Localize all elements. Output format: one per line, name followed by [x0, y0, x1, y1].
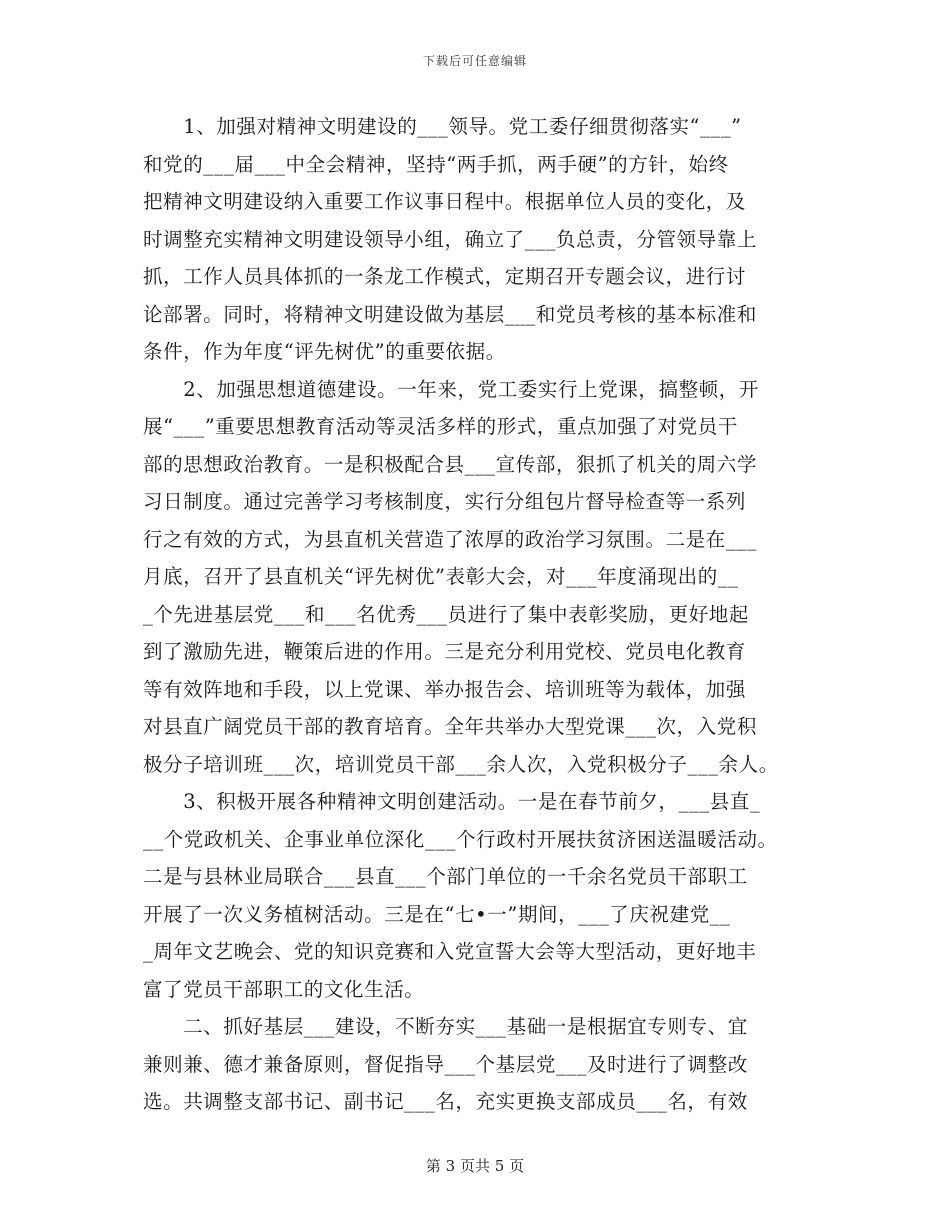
text-line: 论部署。同时，将精神文明建设做为基层___和党员考核的基本标准和: [143, 302, 757, 326]
text-line: 极分子培训班___次，培训党员干部___余人次，入党积极分子___余人。: [143, 752, 779, 776]
text-line: 展“___”重要思想教育活动等灵活多样的形式，重点加强了对党员干: [143, 415, 738, 438]
text-line: 行之有效的方式，为县直机关营造了浓厚的政治学习氛围。二是在___: [143, 527, 757, 551]
paragraph-4: [143, 1008, 803, 1121]
text-line: 兼则兼、德才兼备原则，督促指导___个基层党___及时进行了调整改: [143, 1052, 748, 1076]
document-body: [143, 108, 803, 1121]
text-line: 开展了一次义务植树活动。三是在“七•一”期间，___了庆祝建党__: [143, 902, 731, 926]
text-line: 抓，工作人员具体抓的一条龙工作模式，定期召开专题会议，进行讨: [143, 265, 747, 288]
page-header: 下载后可任意编辑: [422, 54, 527, 68]
text-line: 3、积极开展各种精神文明创建活动。一是在春节前夕，___县直_: [143, 790, 761, 813]
page-footer: 第 3 页共 5 页: [425, 1157, 525, 1175]
text-line: 选。共调整支部书记、副书记___名，充实更换支部成员___名，有效: [143, 1090, 748, 1113]
paragraph-3: [143, 783, 803, 1008]
text-line: 对县直广阔党员干部的教育培育。全年共举办大型党课___次，入党积: [143, 715, 757, 738]
text-line: 和党的___届___中全会精神，坚持“两手抓，两手硬”的方针，始终: [143, 152, 729, 176]
text-line: 习日制度。通过完善学习考核制度，实行分组包片督导检查等一系列: [143, 490, 747, 513]
text-line: __个党政机关、企事业单位深化___个行政村开展扶贫济困送温暖活动。: [143, 827, 778, 851]
text-line: _周年文艺晚会、党的知识竞赛和入党宣誓大会等大型活动，更好地丰: [143, 940, 757, 963]
text-line: 富了党员干部职工的文化生活。: [143, 977, 425, 1001]
text-line: 1、加强对精神文明建设的___领导。党工委仔细贯彻落实“___”: [143, 115, 742, 138]
text-line: 部的思想政治教育。一是积极配合县___宣传部，狠抓了机关的周六学: [143, 452, 757, 476]
text-line: _个先进基层党___和___名优秀___员进行了集中表彰奖励，更好地起: [143, 602, 750, 626]
text-line: 时调整充实精神文明建设领导小组，确立了___负总责，分管领导靠上: [143, 227, 757, 251]
text-line: 二、抓好基层___建设，不断夯实___基础一是根据宜专则专、宜: [143, 1015, 748, 1038]
text-line: 到了激励先进，鞭策后进的作用。三是充分利用党校、党员电化教育: [143, 640, 747, 663]
text-line: 2、加强思想道德建设。一年来，党工委实行上党课，搞整顿，开: [143, 377, 760, 401]
text-line: 条件，作为年度“评先树优”的重要依据。: [143, 340, 506, 363]
text-line: 等有效阵地和手段，以上党课、举办报告会、培训班等为载体，加强: [143, 677, 747, 701]
text-line: 把精神文明建设纳入重要工作议事日程中。根据单位人员的变化，及: [143, 190, 747, 213]
text-line: 二是与县林业局联合___县直___个部门单位的一千余名党员干部职工: [143, 865, 748, 888]
text-line: 月底，召开了县直机关“评先树优”表彰大会，对___年度涌现出的__: [143, 565, 739, 588]
paragraph-2: [143, 371, 803, 784]
paragraph-1: [143, 108, 803, 371]
